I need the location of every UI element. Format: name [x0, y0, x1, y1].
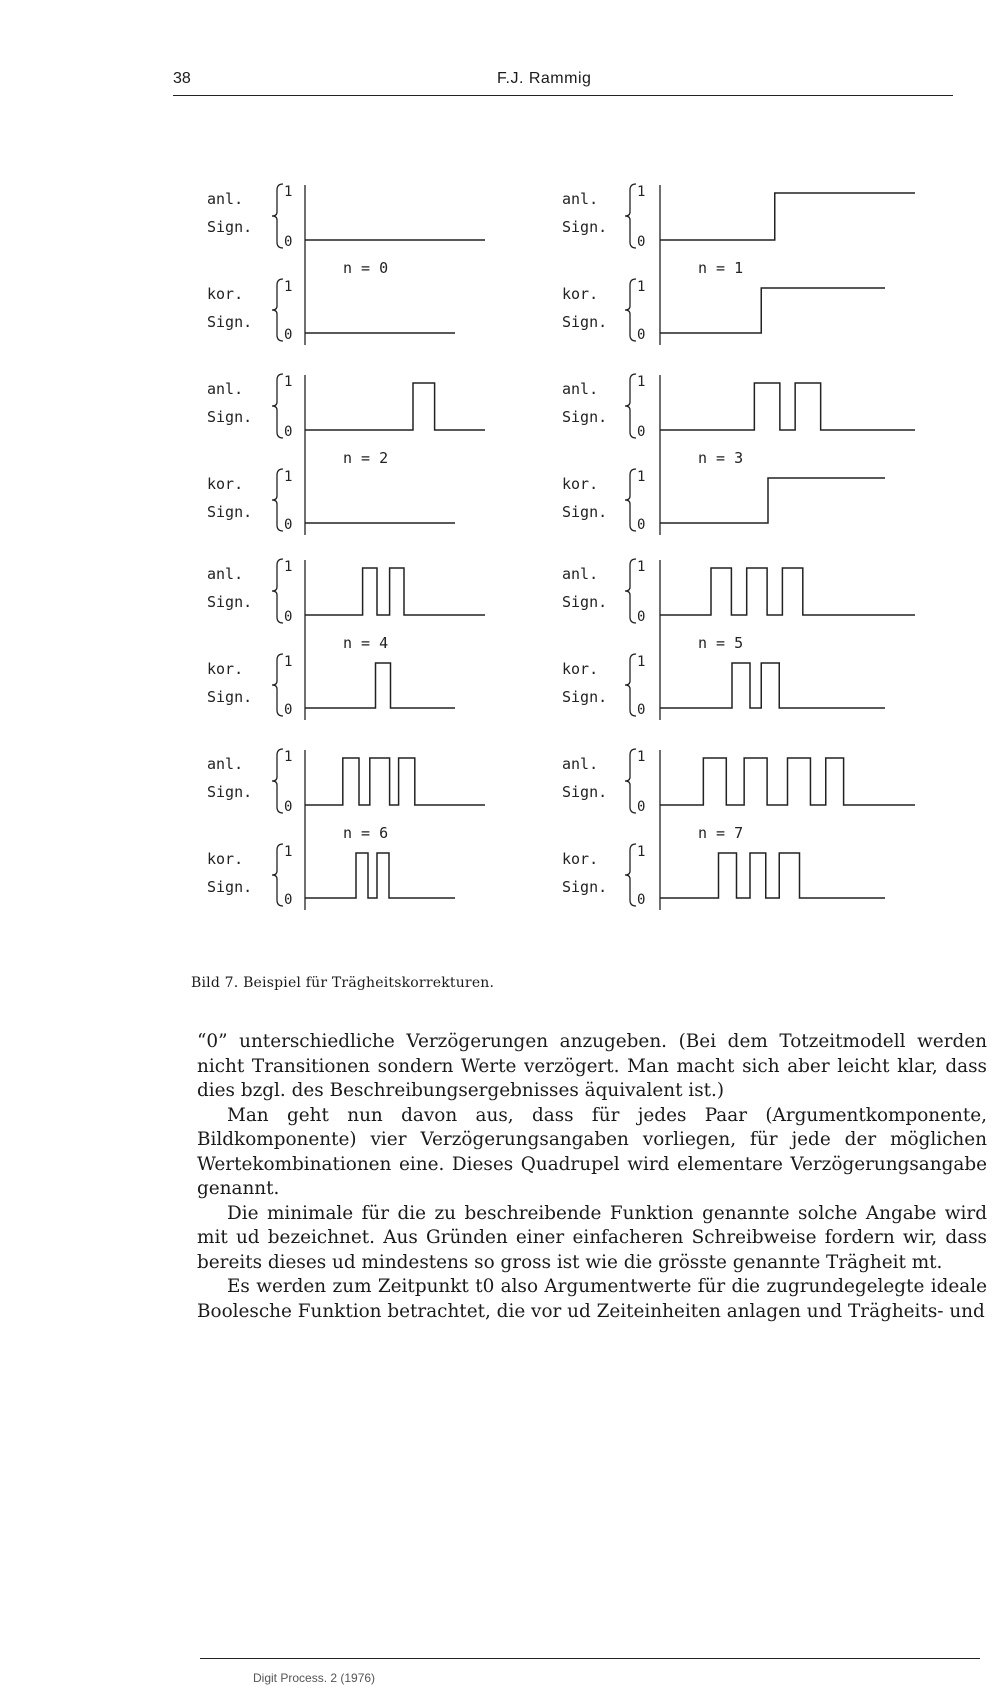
panel-n3-anl-brace [625, 374, 636, 438]
panel-n5-kor-label: kor. [562, 660, 599, 678]
panel-n4-anl-brace [272, 559, 283, 623]
panel-n4-kor-one: 1 [284, 654, 293, 670]
panel-n0-anl-brace [272, 184, 283, 248]
panel-n2-anl-sign-label: Sign. [207, 408, 253, 426]
panel-n4-kor-wave [305, 663, 455, 708]
panel-n6-anl-zero: 0 [284, 799, 293, 815]
panel-n0-kor-one: 1 [284, 279, 293, 295]
panel-n4-kor-brace [272, 654, 283, 716]
panel-n5-anl-wave [660, 568, 915, 615]
panel-n1-kor-wave [660, 288, 885, 333]
panel-n5-anl-brace [625, 559, 636, 623]
panel-n7-anl-brace [625, 749, 636, 813]
panel-n0-kor-sign-label: Sign. [207, 313, 253, 331]
panel-n3-kor-label: kor. [562, 475, 599, 493]
panel-n3-anl-sign-label: Sign. [562, 408, 608, 426]
paragraph-3: Die minimale für die zu beschreibende Funktion genannte solche Angabe wird mit ud bezeichnet. Aus Gründen einer einfacheren Schreibweise fordern wir, dass bereits dieses ud mindestens so gross ist wie die grösste genannte Trägheit mt. [197, 1202, 987, 1273]
panel-n4-kor-sign-label: Sign. [207, 688, 253, 706]
panel-n4-anl-zero: 0 [284, 609, 293, 625]
panel-n2-anl-label: anl. [207, 380, 244, 398]
panel-n3-anl-label: anl. [562, 380, 599, 398]
panel-n7-kor-zero: 0 [637, 892, 646, 908]
panel-n5-n-label: n = 5 [698, 634, 744, 652]
panel-n2-anl-brace [272, 374, 283, 438]
panel-n4-anl-one: 1 [284, 559, 293, 575]
panel-n6-kor-label: kor. [207, 850, 244, 868]
panel-n3-kor-wave [660, 478, 885, 523]
panel-n7-kor-sign-label: Sign. [562, 878, 608, 896]
panel-n5-anl-label: anl. [562, 565, 599, 583]
panel-n2-kor-zero: 0 [284, 517, 293, 533]
panel-n5-kor-wave [660, 663, 885, 708]
panel-n7-anl-wave [660, 758, 915, 805]
panel-n1-anl-zero: 0 [637, 234, 646, 250]
panel-n5-kor-sign-label: Sign. [562, 688, 608, 706]
panel-n5-anl-one: 1 [637, 559, 646, 575]
panel-n6-n-label: n = 6 [343, 824, 389, 842]
panel-n0-kor-label: kor. [207, 285, 244, 303]
panel-n5-kor-zero: 0 [637, 702, 646, 718]
panel-n2-anl-one: 1 [284, 374, 293, 390]
panel-n2-kor-one: 1 [284, 469, 293, 485]
page-number: 38 [173, 70, 191, 87]
panel-n6-kor-brace [272, 844, 283, 906]
panel-n3-kor-brace [625, 469, 636, 531]
panel-n2-kor-brace [272, 469, 283, 531]
panel-n3-kor-sign-label: Sign. [562, 503, 608, 521]
panel-n6-kor-sign-label: Sign. [207, 878, 253, 896]
panel-n7-kor-brace [625, 844, 636, 906]
panel-n0-n-label: n = 0 [343, 259, 389, 277]
panel-n7-anl-sign-label: Sign. [562, 783, 608, 801]
panel-n1-kor-label: kor. [562, 285, 599, 303]
panel-n7-anl-one: 1 [637, 749, 646, 765]
figure-caption: Bild 7. Beispiel für Trägheitskorrekturen. [191, 975, 495, 991]
panel-n0-anl-label: anl. [207, 190, 244, 208]
panel-n3-n-label: n = 3 [698, 449, 744, 467]
panel-n7-kor-label: kor. [562, 850, 599, 868]
panel-n1-anl-brace [625, 184, 636, 248]
panel-n1-kor-sign-label: Sign. [562, 313, 608, 331]
panel-n4-kor-label: kor. [207, 660, 244, 678]
panel-n6-anl-brace [272, 749, 283, 813]
panel-n0-kor-zero: 0 [284, 327, 293, 343]
panel-n2-anl-zero: 0 [284, 424, 293, 440]
panel-n4-anl-sign-label: Sign. [207, 593, 253, 611]
panel-n0-kor-brace [272, 279, 283, 341]
panel-n7-kor-wave [660, 853, 885, 898]
panel-n0-anl-zero: 0 [284, 234, 293, 250]
panel-n5-anl-sign-label: Sign. [562, 593, 608, 611]
panel-n6-anl-label: anl. [207, 755, 244, 773]
panel-n3-kor-zero: 0 [637, 517, 646, 533]
panel-n3-anl-zero: 0 [637, 424, 646, 440]
panel-n1-anl-sign-label: Sign. [562, 218, 608, 236]
panel-n3-kor-one: 1 [637, 469, 646, 485]
footer-rule [200, 1658, 980, 1659]
panel-n7-anl-label: anl. [562, 755, 599, 773]
panel-n6-kor-one: 1 [284, 844, 293, 860]
panel-n1-anl-one: 1 [637, 184, 646, 200]
body-text [197, 1030, 987, 1324]
panel-n0-anl-one: 1 [284, 184, 293, 200]
panel-n0-anl-sign-label: Sign. [207, 218, 253, 236]
paragraph-4: Es werden zum Zeitpunkt t0 also Argumentwerte für die zugrundegelegte ideale Boolesche Funktion betrachtet, die vor ud Zeiteinheiten anlagen und Trägheits- und [197, 1276, 987, 1322]
panel-n1-kor-brace [625, 279, 636, 341]
panel-n1-kor-one: 1 [637, 279, 646, 295]
panel-n3-anl-one: 1 [637, 374, 646, 390]
panel-n4-anl-label: anl. [207, 565, 244, 583]
paragraph-2: Man geht nun davon aus, dass für jedes Paar (Argumentkomponente, Bildkomponente) vier Verzögerungsangaben vorliegen, für jede der möglichen Wertekombinationen eine. Dieses Quadrupel wird elementare Verzögerungsangabe genannt. [197, 1104, 987, 1199]
panel-n7-anl-zero: 0 [637, 799, 646, 815]
panel-n1-anl-label: anl. [562, 190, 599, 208]
panel-n6-anl-one: 1 [284, 749, 293, 765]
panel-n6-kor-zero: 0 [284, 892, 293, 908]
panel-n6-anl-wave [305, 758, 485, 805]
panel-n3-anl-wave [660, 383, 915, 430]
panel-n2-anl-wave [305, 383, 485, 430]
panel-n5-kor-one: 1 [637, 654, 646, 670]
panel-n6-anl-sign-label: Sign. [207, 783, 253, 801]
panel-n1-kor-zero: 0 [637, 327, 646, 343]
panel-n2-kor-sign-label: Sign. [207, 503, 253, 521]
paragraph-1: “0” unterschiedliche Verzögerungen anzugeben. (Bei dem Totzeitmodell werden nicht Transitionen sondern Werte verzögert. Man macht sich aber leicht klar, dass dies bzgl. des Beschreibungsergebnisses äquivalent ist.) [197, 1031, 987, 1101]
panel-n4-kor-zero: 0 [284, 702, 293, 718]
panel-n7-kor-one: 1 [637, 844, 646, 860]
panel-n7-n-label: n = 7 [698, 824, 744, 842]
running-head: F.J. Rammig [497, 70, 592, 87]
panel-n2-n-label: n = 2 [343, 449, 389, 467]
panel-n1-anl-wave [660, 193, 915, 240]
panel-n2-kor-label: kor. [207, 475, 244, 493]
panel-n1-n-label: n = 1 [698, 259, 744, 277]
journal-footer: Digit Process. 2 (1976) [253, 1671, 376, 1685]
panel-n4-anl-wave [305, 568, 485, 615]
panel-n5-kor-brace [625, 654, 636, 716]
panel-n5-anl-zero: 0 [637, 609, 646, 625]
panel-n4-n-label: n = 4 [343, 634, 389, 652]
panel-n6-kor-wave [305, 853, 455, 898]
